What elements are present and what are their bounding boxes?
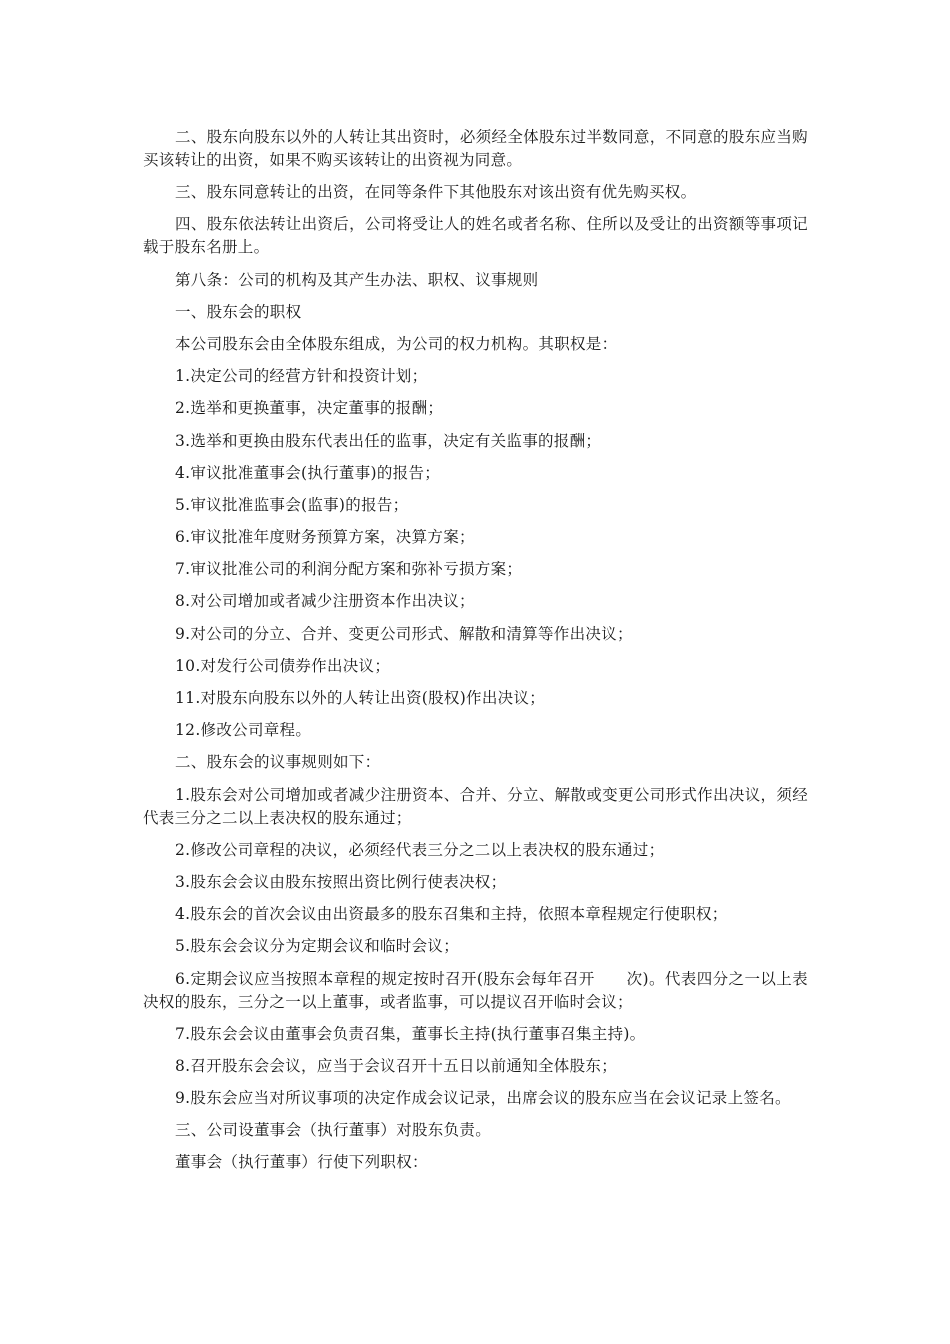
paragraph: 本公司股东会由全体股东组成，为公司的权力机构。其职权是： xyxy=(175,334,618,353)
list-item: 5.审议批准监事会(监事)的报告； xyxy=(175,495,409,514)
list-item: 5.股东会会议分为定期会议和临时会议； xyxy=(175,937,459,956)
list-item: 2.选举和更换董事，决定董事的报酬； xyxy=(175,399,444,418)
list-item: 9.对公司的分立、合并、变更公司形式、解散和清算等作出决议； xyxy=(175,624,633,643)
paragraph: 四、股东依法转让出资后，公司将受让人的姓名或者名称、住所以及受让的出资额等事项记载于股东名册上。 xyxy=(143,215,808,257)
list-item: 1.股东会对公司增加或者减少注册资本、合并、分立、解散或变更公司形式作出决议，须经代表三分之二以上表决权的股东通过； xyxy=(143,785,808,827)
list-item: 3.股东会会议由股东按照出资比例行使表决权； xyxy=(175,872,507,891)
paragraph: 董事会（执行董事）行使下列职权： xyxy=(175,1153,428,1172)
list-item: 9.股东会应当对所议事项的决定作成会议记录，出席会议的股东应当在会议记录上签名。 xyxy=(175,1089,791,1108)
list-item: 7.股东会会议由董事会负责召集，董事长主持(执行董事召集主持)。 xyxy=(175,1024,646,1043)
paragraph: 二、股东向股东以外的人转让其出资时，必须经全体股东过半数同意，不同意的股东应当购买该转让的出资，如果不购买该转让的出资视为同意。 xyxy=(143,128,808,169)
subsection-heading: 一、股东会的职权 xyxy=(175,302,302,321)
list-item: 8.召开股东会会议，应当于会议召开十五日以前通知全体股东； xyxy=(175,1056,617,1075)
list-item: 12.修改公司章程。 xyxy=(175,721,312,740)
list-item: 11.对股东向股东以外的人转让出资(股权)作出决议； xyxy=(175,689,546,707)
section-heading: 第八条：公司的机构及其产生办法、职权、议事规则 xyxy=(175,270,539,289)
list-item: 4.审议批准董事会(执行董事)的报告； xyxy=(175,463,441,482)
list-item: 1.决定公司的经营方针和投资计划； xyxy=(175,367,428,386)
paragraph: 三、股东同意转让的出资，在同等条件下其他股东对该出资有优先购买权。 xyxy=(175,183,697,202)
list-item: 2.修改公司章程的决议，必须经代表三分之二以上表决权的股东通过； xyxy=(175,840,665,859)
list-item: 10.对发行公司债券作出决议； xyxy=(175,656,391,675)
list-item: 6.审议批准年度财务预算方案，决算方案； xyxy=(175,528,475,547)
list-item: 7.审议批准公司的利润分配方案和弥补亏损方案； xyxy=(175,560,523,579)
list-item: 6.定期会议应当按照本章程的规定按时召开(股东会每年召开 次)。代表四分之一以上表决权的股东，三分之一以上董事，或者监事，可以提议召开临时会议； xyxy=(143,969,808,1011)
document-body xyxy=(143,126,808,1184)
list-item: 4.股东会的首次会议由出资最多的股东召集和主持，依照本章程规定行使职权； xyxy=(175,905,728,924)
list-item: 3.选举和更换由股东代表出任的监事，决定有关监事的报酬； xyxy=(175,431,602,450)
list-item: 8.对公司增加或者减少注册资本作出决议； xyxy=(175,592,475,611)
subsection-heading: 二、股东会的议事规则如下： xyxy=(175,753,381,772)
subsection-heading: 三、公司设董事会（执行董事）对股东负责。 xyxy=(175,1121,492,1140)
